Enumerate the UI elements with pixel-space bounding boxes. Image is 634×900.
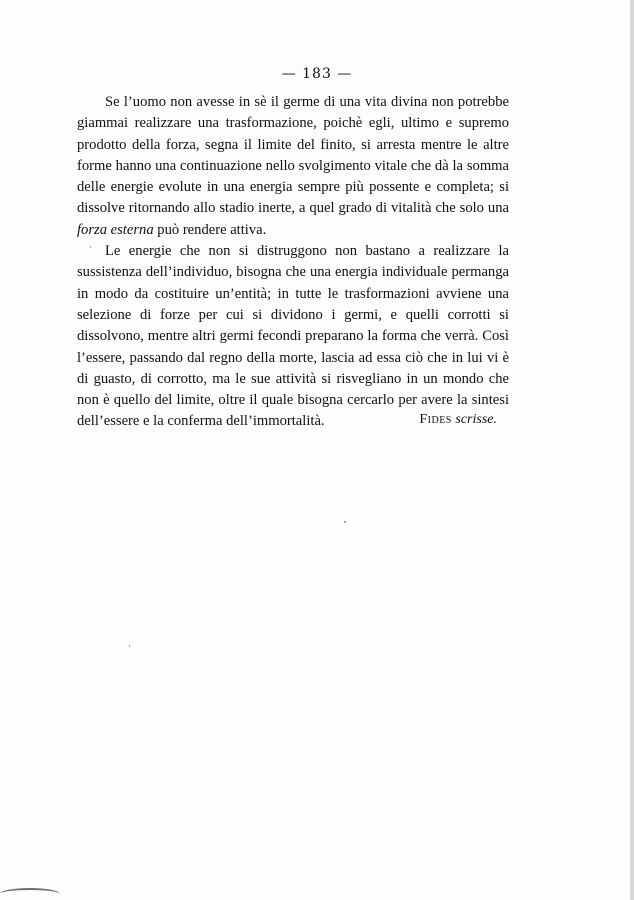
paper-speck (90, 246, 91, 248)
paragraph-1-emphasis: forza esterna (77, 221, 154, 238)
page-number: — 183 — (281, 66, 353, 82)
signature-verb: scrisse. (455, 412, 497, 427)
scan-corner-mark (0, 888, 60, 900)
page-edge-shadow (630, 0, 634, 900)
paper-speck (129, 645, 130, 647)
signature (77, 412, 497, 428)
paper-speck (344, 521, 346, 523)
body-text (77, 92, 509, 433)
paragraph-1-text: Se l’uomo non avesse in sè il germe di una vita divina non potrebbe giammai realizzare una trasformazione, poichè egli, ultimo e supremo prodotto della forza, segna il limite del finito, si arresta mentre le altre forme hanno una continuazione nello svolgimento vitale che dà la somma delle energie evolute in una energia sempre più possente e completa; si dissolve ritornando allo stadio inerte, a quel grado di vitalità che solo una (77, 94, 509, 217)
signature-name: Fides (419, 412, 452, 427)
paragraph-1 (77, 92, 509, 241)
paragraph-1-ending: può rendere attiva. (153, 221, 267, 238)
paragraph-2: Le energie che non si distruggono non bastano a realizzare la sussistenza dell’individuo, bisogna che una energia individuale permanga in modo da costituire un’entità; in tutte le trasformazioni avviene una selezione di forze per cui si dividono i germi, e quelli corrotti si dissolvono, mentre altri germi fecondi preparano la forma che verrà. Così l’essere, passando dal regno della morte, lascia ad essa ciò che in lui vi è di guasto, di corrotto, ma le sue attività si risvegliano in un mondo che non è quello del limite, oltre il quale bisogna cercarlo per avere la sintesi dell’essere e la conferma dell’immortalità. (77, 243, 509, 430)
